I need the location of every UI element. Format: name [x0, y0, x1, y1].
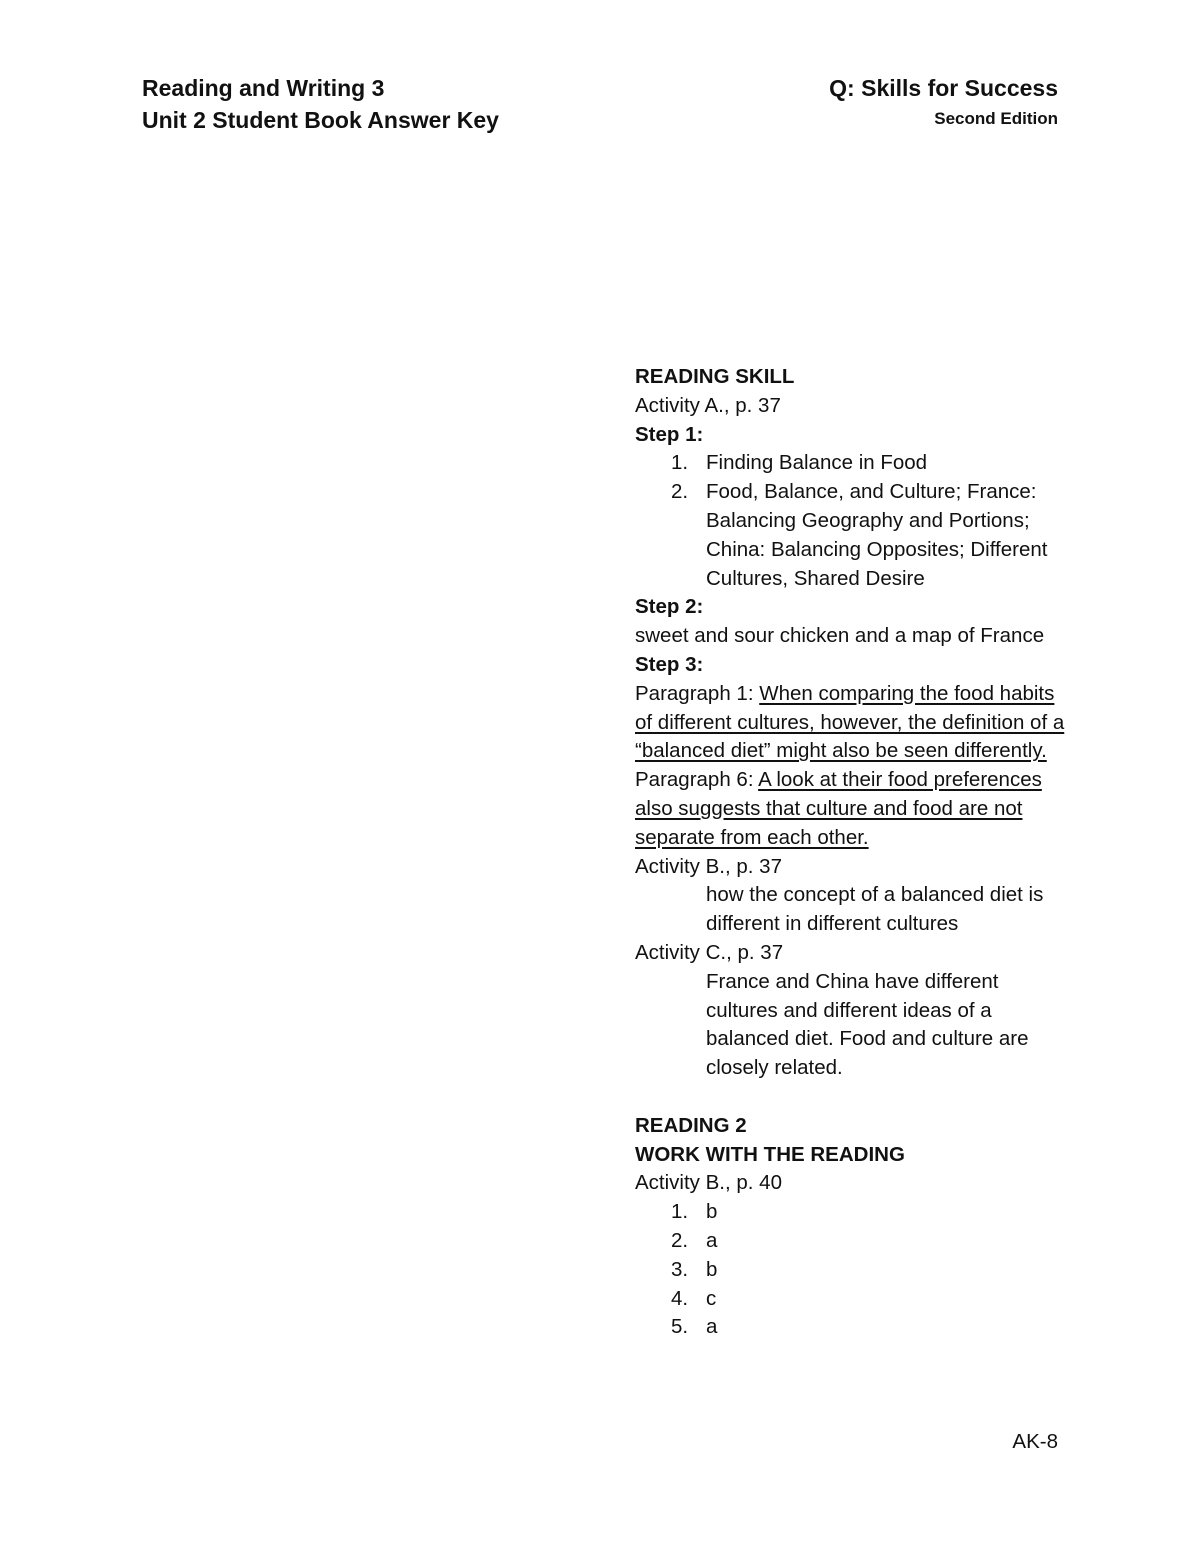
subheading-work-with-reading: WORK WITH THE READING [635, 1142, 905, 1166]
activity-b-label: Activity B., p. 37 [635, 854, 782, 878]
section-spacer [635, 1083, 1065, 1112]
list-item-text: c [706, 1286, 717, 1310]
series-brand: Q: Skills for Success [829, 75, 1058, 101]
edition-label: Second Edition [934, 109, 1058, 128]
section-heading-reading-skill: READING SKILL [635, 365, 795, 388]
activity-c-answer: France and China have different cultures and different ideas of a balanced diet. Food and culture are closely related. [706, 969, 1029, 1080]
paragraph-1-label: Paragraph 1: [635, 681, 760, 705]
list-item [635, 1198, 1065, 1227]
list-item [635, 449, 1065, 478]
reading-2-answer-list [635, 1198, 1065, 1342]
list-item-number: 1. [671, 1200, 689, 1224]
list-item [635, 1227, 1065, 1256]
paragraph-1-answer [635, 680, 1065, 766]
paragraph-6-quote: A look at their food preferences also suggests that culture and food are not separate from each other. [635, 768, 1042, 849]
list-item-number: 5. [671, 1315, 689, 1339]
answer-content [635, 363, 1065, 1342]
list-item-text: Food, Balance, and Culture; France: Balancing Geography and Portions; China: Balancing Opposites; Different Cultures, Shared Desire [706, 480, 1048, 590]
paragraph-6-label: Paragraph 6: [635, 768, 759, 792]
step-2-answer: sweet and sour chicken and a map of France [635, 624, 1045, 648]
page-number: AK-8 [1012, 1430, 1058, 1453]
list-item-number: 4. [671, 1286, 689, 1310]
list-item-number: 2. [671, 480, 689, 504]
activity-b-answer: how the concept of a balanced diet is different in different cultures [706, 883, 1044, 936]
section-heading-reading-2: READING 2 [635, 1113, 747, 1137]
list-item [635, 478, 1065, 593]
book-title: Reading and Writing 3 [142, 75, 385, 101]
list-item [635, 1313, 1065, 1342]
paragraph-1-quote: When comparing the food habits of different cultures, however, the definition of a “balanced diet” might also be seen differently. [635, 681, 1065, 763]
paragraph-6-answer [635, 766, 1065, 852]
list-item-number: 3. [671, 1257, 689, 1281]
list-item-text: Finding Balance in Food [706, 451, 928, 475]
list-item-text: a [706, 1228, 718, 1252]
header-title-block [142, 72, 499, 136]
list-item [635, 1285, 1065, 1314]
list-item-text: b [706, 1257, 718, 1281]
unit-title: Unit 2 Student Book Answer Key [142, 107, 499, 133]
activity-a-label: Activity A., p. 37 [635, 393, 781, 417]
list-item-number: 1. [671, 451, 689, 475]
activity-c-label: Activity C., p. 37 [635, 940, 784, 964]
list-item-text: a [706, 1315, 718, 1339]
step-2-label: Step 2: [635, 595, 704, 619]
list-item-number: 2. [671, 1228, 689, 1252]
list-item [635, 1256, 1065, 1285]
step-1-list [635, 449, 1065, 593]
step-3-label: Step 3: [635, 652, 704, 676]
step-1-label: Step 1: [635, 422, 704, 446]
reading-2-activity-b-label: Activity B., p. 40 [635, 1171, 782, 1195]
header-brand-block [829, 72, 1058, 134]
list-item-text: b [706, 1200, 718, 1224]
